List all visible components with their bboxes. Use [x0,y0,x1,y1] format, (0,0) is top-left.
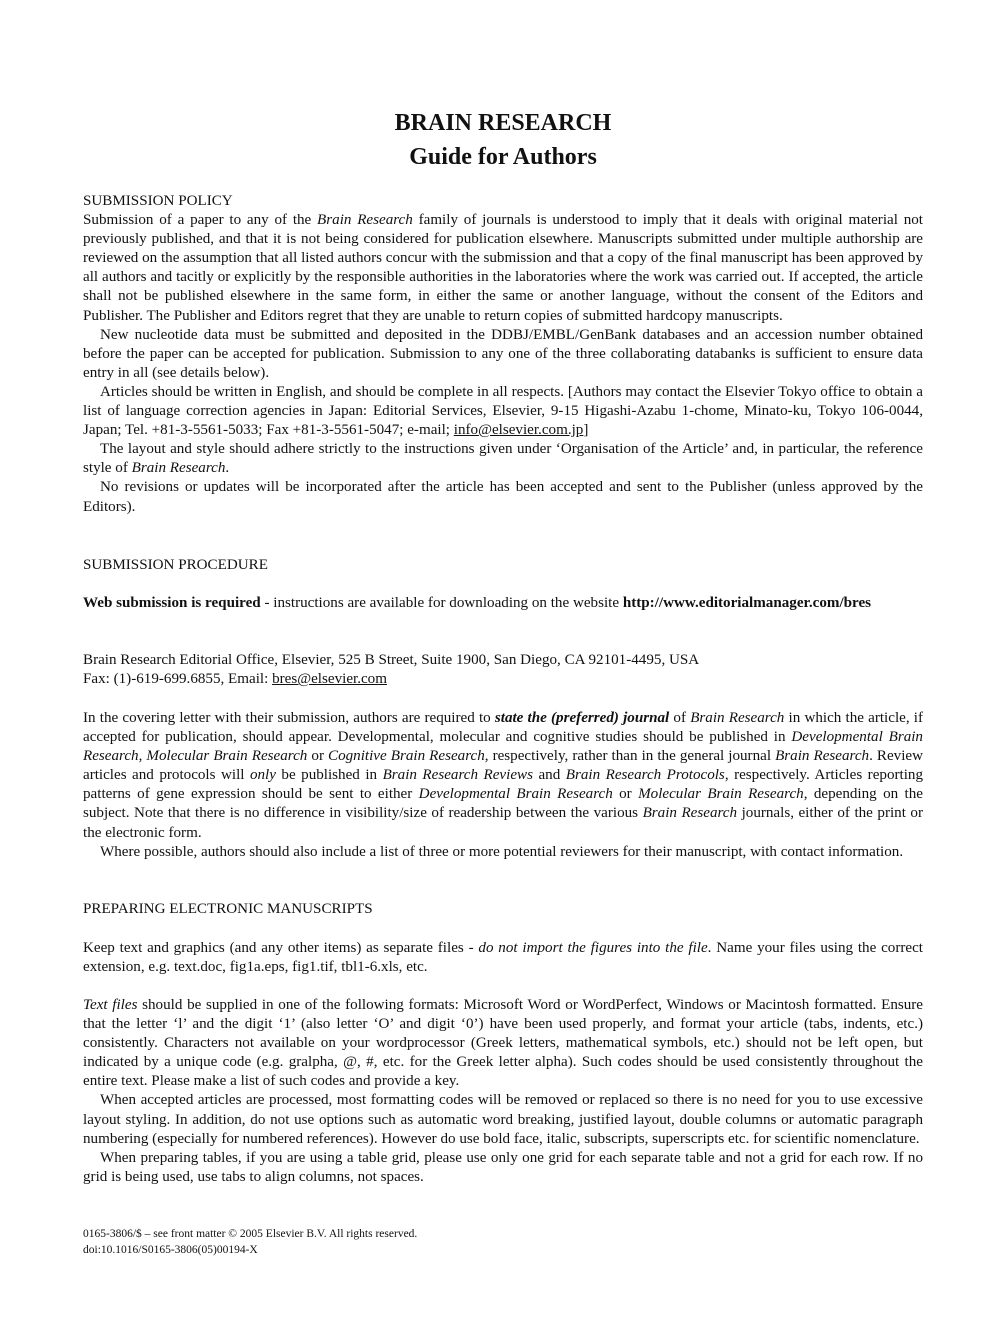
section-preparing-manuscripts [83,900,923,919]
separate-files-paragraph [83,939,923,977]
page-footer [83,1226,417,1258]
journal-name: Developmental Brain Research [418,786,613,803]
text-run: , respectively, rather than in the general journal [484,748,776,765]
text-run: Articles should be written in English, and should be complete in all respects. [Authors may contact the Elsevier Tokyo office to obtain a list of language correction agencies in Japan: Editorial Services, Elsevier, 9-15 Higashi-Azabu 1-chome, Minato-ku, Tokyo 106-0044, Japan; Tel. +81-3-5561-5033; Fax +81-3-5561-5047; e-mail; [83,383,923,439]
emphasis: only [249,767,276,784]
text-run: be published in [275,767,383,784]
text-run: should be supplied in one of the following formats: Microsoft Word or WordPerfect, Windows or Macintosh formatted. Ensure that the letter ‘l’ and the digit ‘1’ (also letter ‘O’ and digit ‘0’) have been used properly, and format your article (tabs, indents, etc.) consistently. Characters not available on your wordprocessor (Greek letters, mathematical symbols, etc.) should not be left open, but indicated by a unique code (e.g. gralpha, @, #, etc. for the Greek letter alpha). Such codes should be used consistently throughout the entire text. Please make a list of such codes and provide a key. [83,997,924,1090]
paragraph: New nucleotide data must be submitted and deposited in the DDBJ/EMBL/GenBank databases and an accession number obtained before the paper can be accepted for publication. Submission to any one of the three collaborating databanks is sufficient to ensure data entry in all (see details below). [83,326,923,381]
journal-title: BRAIN RESEARCH [394,110,612,136]
section-heading: SUBMISSION PROCEDURE [83,557,268,573]
web-submission-paragraph [83,594,923,613]
bold-text: Web submission is required [83,595,261,611]
text-files-paragraphs [83,996,923,1187]
section-heading: SUBMISSION POLICY [83,193,233,209]
website-link[interactable]: http://www.editorialmanager.com/bres [622,595,872,611]
journal-name: Brain Research [131,460,226,477]
text-run: Fax: (1)-619-699.6855, Email: [83,671,273,688]
paragraph [83,383,923,440]
text-run: In the covering letter with their submission, authors are required to [83,710,495,726]
journal-name: Brain Research Protocols [565,767,725,784]
paragraph [83,709,923,843]
journal-name: Brain Research [642,805,738,822]
text-run: , [138,748,147,765]
text-run: family of journals is understood to imply that it deals with original material not previously published, and that it is not being considered for publication elsewhere. Manuscripts submitted under multiple authorship are reviewed on the assumption that all listed authors concur with the submission and that a copy of the final manuscript has been approved by all authors and tacitly or explicitly by the responsible authorities in the laboratories where the work was carried out. If accepted, the article shall not be published elsewhere in the same form, in either the same or another language, without the consent of the Editors and Publisher. The Publisher and Editors regret that they are unable to return copies of submitted hardcopy manuscripts. [83,212,923,324]
journal-name: Brain Research [775,748,870,765]
journal-name: Molecular Brain Research [146,748,308,765]
text-run: . Name your files using the correct extension, e.g. text.doc, fig1a.eps, fig1.tif, tbl1-6.xls, etc. [83,940,923,976]
journal-name: Brain Research [690,710,785,726]
text-run: Keep text and graphics (and any other items) as separate files - [83,940,479,956]
paragraph: No revisions or updates will be incorporated after the article has been accepted and sent to the Publisher (unless approved by the Editors). [83,479,923,515]
paragraph [83,996,923,1091]
paragraph [83,211,923,326]
paragraph: When preparing tables, if you are using a table grid, please use only one grid for each separate table and not a grid for each row. If no grid is being used, use tabs to align columns, not spaces. [83,1149,923,1185]
text-run: - instructions are available for downloading on the website [260,595,623,611]
text-run: ] [583,422,589,439]
text-run: , depending on the subject. Note that there is no difference in visibility/size of readership between the various [83,786,923,822]
journal-name: Molecular Brain Research [638,786,804,803]
text-run: The layout and style should adhere strictly to the instructions given under ‘Organisation of the Article’ and, in particular, the reference style of [83,441,923,477]
text-run: or [612,786,639,803]
section-submission-procedure [83,556,923,575]
text-run: or [307,748,329,765]
emphasis: Text files [83,997,138,1013]
text-run: , respectively. Articles reporting patterns of gene expression should be sent to either [83,767,924,803]
text-run: journals, either of the print or the electronic form. [83,805,923,841]
address-line: Brain Research Editorial Office, Elsevier, 525 B Street, Suite 1900, San Diego, CA 92101-4495, USA [83,652,700,668]
journal-name: Brain Research Reviews [382,767,533,784]
email-link[interactable]: info@elsevier.com.jp [453,422,584,439]
doi-line: doi:10.1016/S0165-3806(05)00194-X [83,1244,258,1256]
text-run: . Review articles and protocols will [83,748,924,784]
section-heading: PREPARING ELECTRONIC MANUSCRIPTS [83,901,373,917]
journal-name: Cognitive Brain Research [328,748,485,765]
page-subtitle: Guide for Authors [409,144,597,170]
emphasis: do not import the figures into the file [478,940,708,956]
text-run: of [669,710,691,726]
fax-email-line [83,670,923,689]
text-run: in which the article, if accepted for publication, should appear. Developmental, molecular and cognitive studies should be published in [83,710,924,746]
text-run: Submission of a paper to any of the [83,212,318,229]
journal-name: Brain Research [317,212,413,229]
paragraph [83,440,923,478]
paragraph: Where possible, authors should also include a list of three or more potential reviewers for their manuscript, with contact information. [100,843,904,860]
paragraph: When accepted articles are processed, most formatting codes will be removed or replaced so there is no need for you to use excessive layout styling. In addition, do not use options such as automatic word breaking, justified layout, double columns or automatic paragraph numbering (especially for numbered references). However do use bold face, italic, subscripts, superscripts etc. for scientific nomenclature. [83,1092,923,1147]
text-run: and [532,767,566,784]
section-submission-policy [83,192,923,517]
journal-name: Developmental Brain Research [83,729,923,765]
copyright-line: 0165-3806/$ – see front matter © 2005 Elsevier B.V. All rights reserved. [83,1228,418,1240]
covering-letter-paragraphs [83,709,923,862]
email-link[interactable]: bres@elsevier.com [272,671,387,688]
emphasis: state the (preferred) journal [494,710,670,726]
editorial-office-address [83,651,923,689]
text-run: . [225,460,230,477]
